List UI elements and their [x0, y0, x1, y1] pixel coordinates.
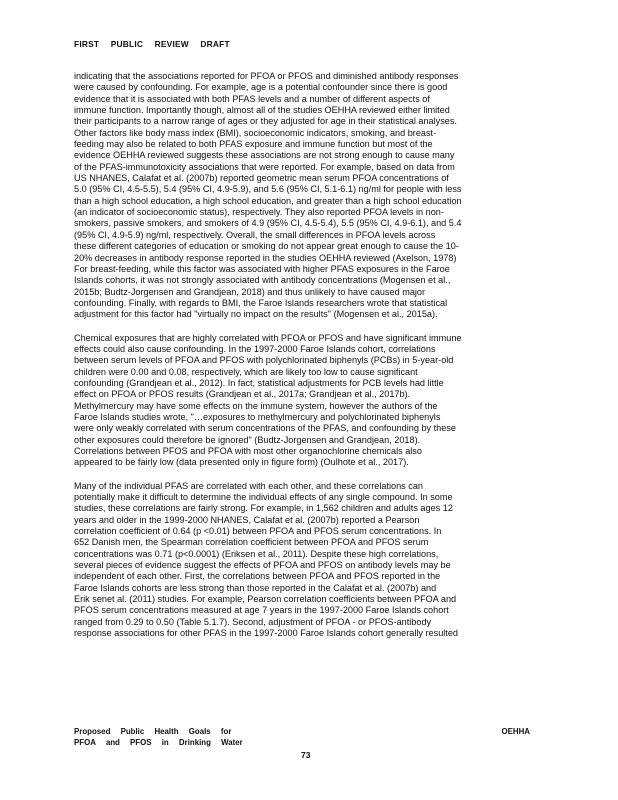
text-line: 652 Danish men, the Spearman correlation coefficient between PFOA and PFOS serum [74, 537, 429, 548]
text-line: 20% decreases in antibody response reported in the studies OEHHA reviewed (Axelson, 1978) [74, 252, 457, 263]
text-line: US NHANES, Calafat et al. (2007b) reported geometric mean serum PFOA concentrations of [74, 173, 449, 184]
footer-title-line-1: Proposed Public Health Goals for [74, 727, 232, 736]
footer-title-line-2: PFOA and PFOS in Drinking Water [74, 738, 243, 747]
text-line: correlation coefficient of 0.64 (p <0.01) between PFOA and PFOS serum concentrations. In [74, 526, 442, 537]
text-line: Faroe Islands cohorts are less strong than those reported in the Calafat et al. (2007b) and [74, 582, 437, 593]
text-line: effect on PFOA or PFOS results (Grandjean et al., 2017a; Grandjean et al., 2017b). [74, 389, 411, 400]
text-line: Correlations between PFOS and PFOA with most other organochlorine chemicals also [74, 446, 422, 456]
draft-header: FIRST PUBLIC REVIEW DRAFT [74, 39, 230, 49]
paragraph-pfas-correlations [74, 481, 546, 640]
paragraph-chemical-exposures [74, 333, 546, 469]
text-line: response associations for other PFAS in the 1997-2000 Faroe Islands cohort generally resulted [74, 628, 458, 639]
text-line: Many of the individual PFAS are correlated with each other, and these correlations can [74, 480, 423, 491]
text-line: studies, these correlations are fairly strong. For example, in 1,562 children and adults ages 12 [74, 503, 453, 514]
footer-agency: OEHHA [501, 727, 530, 736]
text-line: feeding may also be related to both PFAS exposure and immune function but most of the [74, 139, 433, 150]
text-line: children were 0.00 and 0.08, respectively, which are likely too low to cause significant [74, 366, 418, 377]
text-line: adjustment for this factor had "virtually no impact on the results" (Mogensen et al., 2015a). [74, 309, 438, 320]
page-number: 73 [301, 750, 311, 760]
text-line: Chemical exposures that are highly correlated with PFOA or PFOS and have significant immune [74, 332, 462, 343]
text-line: evidence that it is associated with both PFAS levels and a number of different aspects of [74, 93, 430, 104]
text-line: other exposures could therefore be ignored" (Budtz-Jorgensen and Grandjean, 2018). [74, 434, 421, 445]
text-line: PFOS serum concentrations measured at age 7 years in the 1997-2000 Faroe Islands cohort [74, 605, 449, 616]
text-line: smokers, passive smokers, and smokers of 4.9 (95% CI, 4.5-5.4), 5.5 (95% CI, 4.9-6.1), and 5.4 [74, 218, 462, 229]
text-line: these different categories of education or smoking do not appear great enough to cause the 10- [74, 241, 459, 252]
text-line: between serum levels of PFOA and PFOS with polychlorinated biphenyls (PCBs) in 5-year-old [74, 355, 454, 366]
paragraph-confounding-factors [74, 71, 546, 321]
document-body [74, 71, 546, 640]
text-line: indicating that the associations reported for PFOA or PFOS and diminished antibody responses [74, 71, 459, 81]
text-line: effects could also cause confounding. In the 1997-2000 Faroe Islands cohort, correlations [74, 343, 436, 354]
text-line: several pieces of evidence suggest the effects of PFOA and PFOS on antibody levels may be [74, 560, 451, 571]
text-line: Methylmercury may have some effects on the immune system, however the authors of the [74, 400, 438, 411]
text-line: years and older in the 1999-2000 NHANES, Calafat et al. (2007b) reported a Pearson [74, 514, 420, 525]
text-line: Other factors like body mass index (BMI), socioeconomic indicators, smoking, and breast- [74, 127, 437, 138]
text-line: ranged from 0.29 to 0.50 (Table 5.1.7). Second, adjustment of PFOA - or PFOS-antibody [74, 616, 432, 627]
text-line: concentrations was 0.71 (p<0.0001) (Eriksen et al., 2011). Despite these high correlations, [74, 548, 439, 559]
text-line: Erik senet al. (2011) studies. For example, Pearson correlation coefficients between PFOA and [74, 594, 457, 605]
text-line: confounding. Finally, with regards to BMI, the Faroe Islands researchers wrote that statistical [74, 297, 448, 308]
text-line: confounding (Grandjean et al., 2012). In fact, statistical adjustments for PCB levels had little [74, 377, 444, 388]
text-line: of the PFAS-immunotoxicity associations that were reported. For example, based on data from [74, 161, 455, 172]
text-line: evidence OEHHA reviewed suggests these associations are not strong enough to cause many [74, 150, 455, 161]
text-line: independent of each other. First, the correlations between PFOA and PFOS reported in the [74, 571, 441, 582]
text-line: were caused by confounding. For example, age is a potential confounder since there is good [74, 82, 448, 93]
text-line: (95% CI, 4.9-5.9) ng/ml, respectively. Overall, the small differences in PFOA levels across [74, 229, 436, 240]
text-line: Islands cohorts, it was not strongly associated with antibody concentrations (Mogensen et al., [74, 275, 451, 286]
text-line: (an indicator of socioeconomic status), respectively. They also reported PFOA levels in non- [74, 207, 444, 218]
text-line: immune function. Importantly though, almost all of the studies OEHHA reviewed either limited [74, 105, 450, 116]
text-line: were only weakly correlated with serum concentrations of the PFAS, and confounding by these [74, 423, 456, 434]
text-line: For breast-feeding, while this factor was associated with higher PFAS exposures in the Faroe [74, 263, 450, 274]
text-line: 5.0 (95% CI, 4.5-5.5), 5.4 (95% CI, 4.9-5.9), and 5.6 (95% CI, 5.1-6.1) ng/ml for people with less [74, 184, 462, 195]
text-line: their participants to a narrow range of ages or they adjusted for age in their statistical analyses. [74, 116, 457, 127]
text-line: appeared to be fairly low (data presented only in figure form) (Oulhote et al., 2017). [74, 457, 409, 468]
text-line: Faroe Islands studies wrote, "…exposures to methylmercury and polychlorinated biphenyls [74, 411, 441, 422]
text-line: 2015b; Budtz-Jorgensen and Grandjean, 2018) and thus unlikely to have caused major [74, 286, 426, 297]
footer-document-title [74, 726, 243, 748]
text-line: potentially make it difficult to determine the individual effects of any single compound. In some [74, 492, 453, 503]
text-line: than a high school education, a high school education, and greater than a high school education [74, 195, 462, 206]
